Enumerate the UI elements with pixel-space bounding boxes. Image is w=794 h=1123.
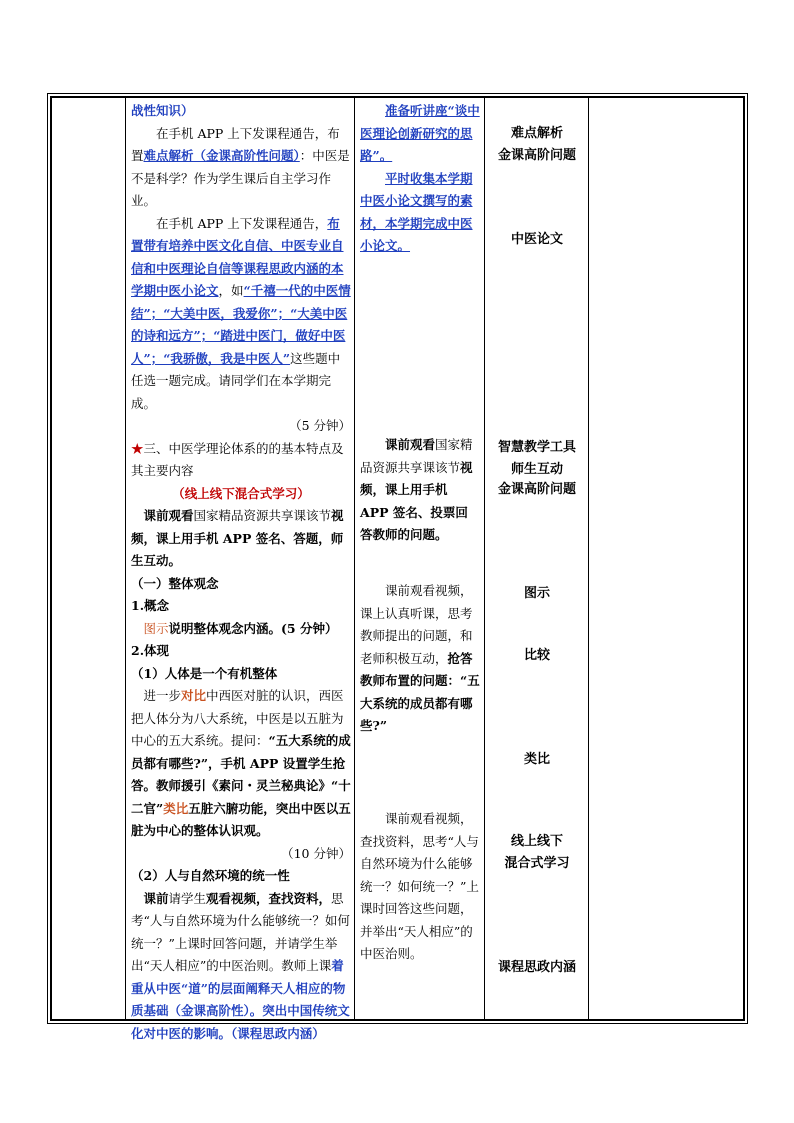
activity-text: 平时收集本学期中医小论文撰写的素材，本学期完成中医小论文。 bbox=[360, 170, 473, 253]
text: 课前观看 bbox=[385, 437, 436, 452]
method-label: 难点解析 bbox=[510, 125, 563, 140]
text: 请学生 bbox=[168, 890, 207, 906]
text: “五大系统的成员都有哪些?”，手机 APP 设置学生抢答。教师援引《素问・灵兰秘典论》“十二官” bbox=[131, 733, 351, 816]
highlight-text: 类比 bbox=[163, 800, 189, 816]
teaching-content-column bbox=[131, 100, 351, 1045]
section-title: 三、中医学理论体系的的基本特点及其主要内容 bbox=[131, 440, 344, 478]
method-label: 中医论文 bbox=[510, 231, 563, 246]
method-label: 智慧教学工具 bbox=[497, 439, 576, 454]
subheading: 1.概念 bbox=[131, 598, 170, 613]
method-label: 混合式学习 bbox=[504, 855, 570, 870]
text: 视频，课上用手机 APP 签名、投票回答教师的问题。 bbox=[360, 459, 473, 542]
activity-text: 准备听讲座“谈中医理论创新研究的思路”。 bbox=[360, 103, 480, 163]
content-paragraph bbox=[131, 685, 351, 843]
mixed-learning-label: （线上线下混合式学习） bbox=[172, 485, 310, 501]
text: 抢答教师布置的问题：“五大系统的成员都有哪些?” bbox=[360, 650, 480, 733]
student-activity-column bbox=[360, 100, 480, 258]
content-line: 战性知识） bbox=[131, 103, 194, 118]
text: 课前观看视频，课上认真听课，思考教师提出的问题，和老师积极互动， bbox=[360, 583, 473, 666]
method-label: 线上线下 bbox=[510, 833, 563, 848]
text: 在手机 APP 上下发课程通告，布置 bbox=[131, 125, 340, 163]
text: 中西医对脏的认识，西医把人体分为八大系统，中医是以五脏为中心的五大系统。提问： bbox=[131, 688, 344, 748]
highlight-text: 对比 bbox=[181, 688, 207, 703]
content-paragraph bbox=[131, 213, 351, 416]
student-activity-block bbox=[360, 434, 480, 547]
student-activity-block bbox=[360, 580, 480, 738]
text: 课前 bbox=[143, 890, 169, 906]
subheading: 2.体现 bbox=[131, 643, 170, 658]
content-paragraph bbox=[131, 505, 351, 573]
text: 国家精品资源共享课该节 bbox=[360, 437, 473, 475]
column-divider bbox=[588, 98, 589, 1019]
subheading: （1）人体是一个有机整体 bbox=[131, 665, 278, 681]
text: 思考“人与自然环境为什么能够统一？如何统一？”上课时回答问题，并请学生举出“天人相应”的中医治则。教师上课 bbox=[131, 890, 350, 973]
method-label: 类比 bbox=[523, 751, 550, 766]
content-paragraph bbox=[131, 123, 351, 213]
section-heading bbox=[131, 438, 351, 483]
text: 国家精品资源共享课该节 bbox=[193, 508, 332, 523]
text: 视频，课上用手机 APP 签名、答题，师生互动。 bbox=[131, 508, 344, 568]
highlight-text: 难点解析（金课高阶性问题） bbox=[143, 148, 300, 163]
star-icon: ★ bbox=[131, 440, 144, 456]
time-note: （5 分钟） bbox=[289, 418, 351, 433]
text: ：中医是不是科学？作为学生课后自主学习作业。 bbox=[131, 148, 350, 208]
highlight-text: 图示 bbox=[143, 620, 169, 636]
activity-text bbox=[360, 580, 480, 738]
method-label: 金课高阶问题 bbox=[497, 147, 576, 162]
text: 在手机 APP 上下发课程通告， bbox=[156, 215, 328, 231]
text: 观看视频，查找资料， bbox=[206, 890, 332, 906]
student-activity-block bbox=[360, 808, 480, 966]
method-label: 图示 bbox=[523, 585, 550, 600]
method-label: 课程思政内涵 bbox=[497, 959, 576, 974]
content-paragraph bbox=[131, 618, 351, 641]
activity-text: 课前观看视频，查找资料，思考“人与自然环境为什么能够统一？如何统一？”上课时回答这些问题，并举出“天人相应”的中医治则。 bbox=[360, 811, 479, 961]
subheading: （2）人与自然环境的统一性 bbox=[131, 868, 290, 883]
subheading: （一）整体观念 bbox=[131, 575, 219, 591]
content-paragraph bbox=[131, 888, 351, 1046]
method-label: 金课高阶问题 bbox=[497, 481, 576, 496]
column-divider bbox=[484, 98, 485, 1019]
text: 进一步 bbox=[143, 688, 182, 703]
highlight-text: 布置带有培养中医文化自信、中医专业自信和中医理论自信等课程思政内涵的本学期中医小论文 bbox=[131, 215, 344, 298]
text: ，如 bbox=[218, 283, 244, 298]
text: 五脏六腑功能，突出中医以五脏为中心的整体认识观。 bbox=[131, 800, 351, 838]
method-label: 比较 bbox=[523, 647, 550, 662]
text: 说明整体观念内涵。(5 分钟） bbox=[168, 620, 338, 636]
highlight-text: “千禧一代的中医情结”；“大美中医，我爱你”；“大美中医的诗和远方”；“踏进中医门，做好中医人”；“我骄傲，我是中医人” bbox=[131, 283, 351, 366]
column-divider bbox=[354, 98, 355, 1019]
time-note: （10 分钟） bbox=[281, 845, 351, 861]
highlight-text: 着重从中医“道”的层面阐释天人相应的物质基础（金课高阶性）。突出中国传统文化对中医的影响。（课程思政内涵） bbox=[131, 958, 350, 1041]
text: 这些题中任选一题完成。请同学们在本学期完成。 bbox=[131, 350, 341, 411]
text: 课前观看 bbox=[143, 508, 194, 523]
method-label: 师生互动 bbox=[510, 461, 563, 476]
activity-text bbox=[360, 434, 480, 547]
column-divider bbox=[125, 98, 126, 1019]
